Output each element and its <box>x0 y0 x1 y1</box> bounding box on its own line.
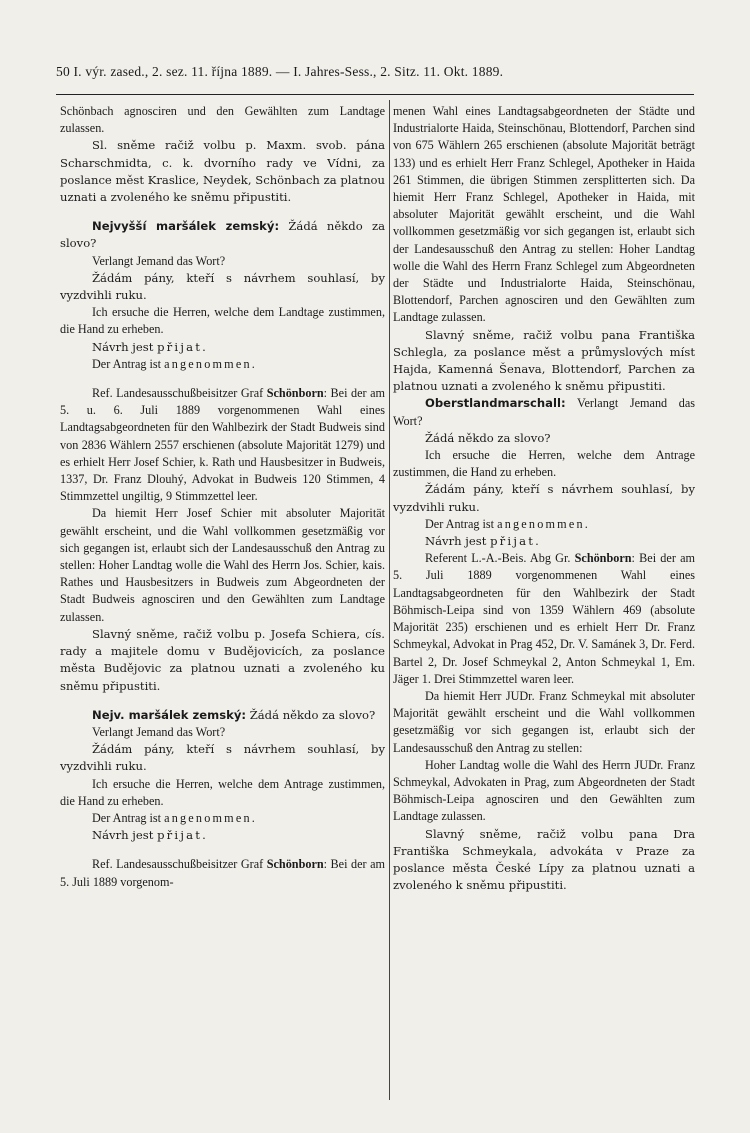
paragraph: Ich ersuche die Herren, welche dem Antrage zustimmen, die Hand zu erheben. <box>393 448 695 480</box>
paragraph: Sl. sněme račiž volbu p. Maxm. svob. pána Scharschmidta, c. k. dvorního rady ve Vídni, za poslance měst Kraslice, Neydek, Schönbach za platnou uznati a zvoleného ke sněmu připustiti. <box>60 138 385 205</box>
speech-text: Verlangt Jemand das Wort? <box>393 396 695 428</box>
paragraph: Referent L.-A.-Beis. Abg Gr. Schönborn: Bei der am 5. Juli 1889 vorgenommenen Wahl eines Landtagsabgeordneten für den Wahlbezirk der Stadt Böhmisch-Leipa sind von 1359 Wählern 469 (absolute Majorität 235) erschienen und es erhielt Herr Dr. Franz Schmeykal, Advokat in Prag 452, Dr. V. Samánek 3, Dr. Ferd. Bartel 2, Dr. Josef Schmeykal 2, Anton Schmeykal 1, Em. Jäger 1. Drei Stimmzettel waren leer. <box>393 551 695 686</box>
header-rule <box>56 94 694 95</box>
paragraph: Slavný sněme, račiž volbu pana Dra Františka Schmeykala, advokáta v Praze za poslance města České Lípy za platnou uznati a zvoleného k sněmu připustiti. <box>393 826 695 893</box>
speaker-name: Oberstlandmarschall: <box>425 396 566 411</box>
paragraph: Ich ersuche die Herren, welche dem Antrage zustimmen, die Hand zu erheben. <box>60 776 385 808</box>
left-column <box>60 103 385 891</box>
page-header: 50 I. výr. zased., 2. sez. 11. října 1889. — I. Jahres-Sess., 2. Sitz. 11. Okt. 1889. <box>56 64 504 79</box>
paragraph: Návrh jest přijat. <box>92 828 206 843</box>
paragraph: menen Wahl eines Landtagsabgeordneten der Städte und Industrialorte Haida, Steinschönau, Blottendorf, Parchen sind von 675 Wählern 265 erschienen (absolute Majorität beträgt 133) und es erhielt Herr Franz Schlegel, Apotheker in Haida 261 Stimmen, die übrigen Stimmen zersplitterten sich. Da hiemit Herr Franz Schlegel, Apotheker in Haida, mit absoluter Majorität gewählt erscheint, und die Wahl vollkommen gesetzmäßig vor sich gegangen ist, erlaubt sich der Landesausschuß den Antrag zu stellen: Hoher Landtag wolle die Wahl des Herrn Franz Schlegel zum Abgeordneten der Städte und Industrialorte Haida, Steinschönau, Blottendorf, Parchen agnosciren und den Gewählten zum Landtage zulassen. <box>393 104 695 325</box>
speech-text: Žádá někdo za slovo? <box>246 707 376 722</box>
paragraph: Žádám pány, kteří s návrhem souhlasí, by vyzdvihli ruku. <box>60 270 385 303</box>
paragraph: Ich ersuche die Herren, welche dem Landtage zustimmen, die Hand zu erheben. <box>60 305 385 337</box>
speaker-name: Schönborn <box>266 386 324 401</box>
paragraph <box>60 707 385 724</box>
paragraph: Da hiemit Herr JUDr. Franz Schmeykal mit absoluter Majorität gewählt erscheint und die Wahl vollkommen gesetzmäßig vor sich gegangen ist, erlaubt sich der Landesausschuß den Antrag zu stellen: <box>393 688 695 755</box>
paragraph: Žádám pány, kteří s návrhem souhlasí, by vyzdvihli ruku. <box>60 742 385 774</box>
paragraph: Schönbach agnosciren und den Gewählten zum Landtage zulassen. <box>60 104 385 136</box>
paragraph: Verlangt Jemand das Wort? <box>92 253 226 268</box>
speaker-name: Schönborn <box>574 551 632 566</box>
paragraph: Žádá někdo za slovo? <box>425 430 551 445</box>
paragraph <box>393 395 695 429</box>
paragraph: Der Antrag ist angenommen. <box>425 516 588 531</box>
paragraph: Žádám pány, kteří s návrhem souhlasí, by vyzdvihli ruku. <box>393 482 695 514</box>
paragraph: Der Antrag ist angenommen. <box>92 356 255 371</box>
paragraph: Verlangt Jemand das Wort? <box>92 724 226 739</box>
paragraph: Ref. Landesausschußbeisitzer Graf Schönborn: Bei der am 5. Juli 1889 vorgenom- <box>60 857 385 889</box>
paragraph <box>60 218 385 252</box>
paragraph: Slavný sněme, račiž volbu p. Josefa Schiera, cís. rady a majitele domu v Budějovicích, za poslance města Budějovic za platnou uznati a zvoleného ku sněmu připustiti. <box>60 626 385 693</box>
speaker-name: Nejv. maršálek zemský: <box>92 707 247 722</box>
speaker-name: Schönborn <box>266 857 324 872</box>
paragraph: Ref. Landesausschußbeisitzer Graf Schönborn: Bei der am 5. u. 6. Juli 1889 vorgenommenen Wahl eines Landtagsabgeordneten für den Wahlbezirk der Stadt Budweis sind von 2836 Wählern 2557 erschienen (absolute Majorität 1279) und es erhielt Herr Josef Schier, k. Rath und Hausbesitzer in Budweis, 1337, Dr. Franz Dlouhý, Advokat in Budweis 120 Stimmen, 4 Stimmzettel ungiltig, 9 Stimmzettel leer. <box>60 386 385 504</box>
speaker-name: Nejvyšší maršálek zemský: <box>92 219 280 234</box>
paragraph: Slavný sněme, račiž volbu pana Františka Schlegla, za poslance měst a průmyslových míst Hajda, Kamenná Šenava, Blottendorf, Parchen za platnou uznati a zvoleného k sněmu připustiti. <box>393 327 695 394</box>
paragraph: Der Antrag ist angenommen. <box>92 810 255 825</box>
paragraph: Návrh jest přijat. <box>425 534 539 549</box>
column-divider <box>389 100 390 1100</box>
paragraph: Da hiemit Herr Josef Schier mit absoluter Majorität gewählt erscheint, und die Wahl vollkommen gesetzmäßig vor sich gegangen ist, erlaubt sich der Landesausschuß den Antrag zu stellen: Hoher Landtag wolle die Wahl des Herrn Jos. Schier, kais. Rathes und Hausbesitzers in Budweis zum Abgeordneten der Stadt Budweis agnosciren und den Gewählten zum Landtage zulassen. <box>60 506 385 624</box>
paragraph: Hoher Landtag wolle die Wahl des Herrn JUDr. Franz Schmeykal, Advokaten in Prag, zum Abgeordneten der Stadt Böhmisch-Leipa agnosciren und den Gewählten zum Landtage zulassen. <box>393 757 695 824</box>
right-column <box>393 103 695 894</box>
speech-text: Žádá někdo za slovo? <box>60 219 385 251</box>
paragraph: Návrh jest přijat. <box>92 339 206 354</box>
